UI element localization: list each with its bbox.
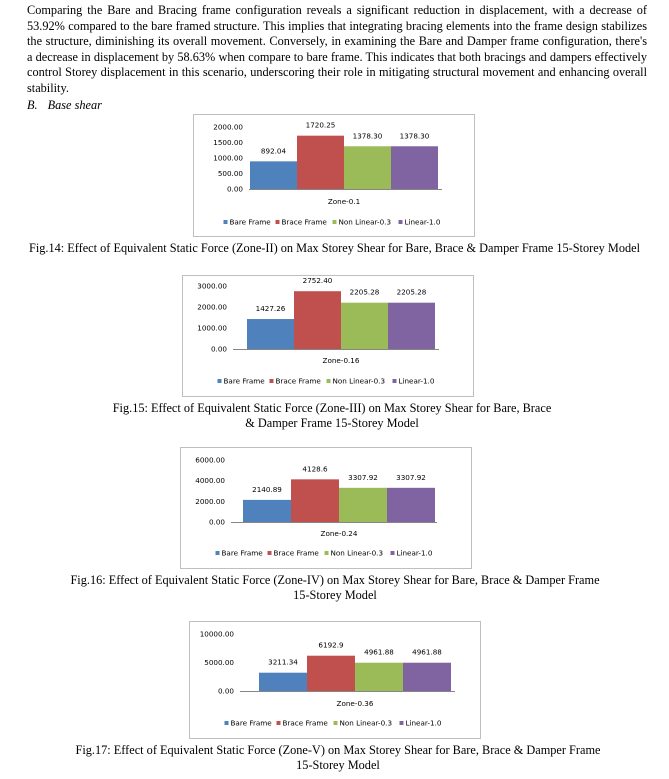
y-tick-label: 0.00 — [208, 517, 225, 527]
legend-swatch-linear — [393, 379, 397, 383]
legend-label-linear: Linear-1.0 — [396, 548, 433, 558]
section-heading — [27, 98, 102, 113]
bar-linear — [388, 303, 435, 349]
data-label-bare-frame: 3211.34 — [268, 657, 298, 667]
data-label-bare-frame: 892.04 — [260, 146, 287, 156]
data-label-linear: 4961.88 — [412, 647, 442, 657]
bar-bare-frame — [243, 500, 291, 522]
y-tick-label: 0.00 — [217, 686, 234, 696]
chart-zone-v-svg — [190, 622, 480, 738]
legend-swatch-non-linear — [327, 379, 331, 383]
legend-label-bare-frame: Bare Frame — [229, 217, 271, 227]
legend-swatch-non-linear — [334, 721, 338, 725]
bar-linear — [391, 146, 438, 189]
y-tick-label: 1000.00 — [197, 323, 227, 333]
legend-swatch-bare-frame — [225, 721, 229, 725]
legend-swatch-brace-frame — [270, 379, 274, 383]
bar-bare-frame — [250, 161, 297, 189]
y-tick-label: 0.00 — [226, 184, 243, 194]
data-label-linear: 2205.28 — [396, 287, 427, 297]
data-label-non-linear: 1378.30 — [352, 131, 383, 141]
data-label-non-linear: 3307.92 — [348, 472, 378, 482]
data-label-brace-frame: 4128.6 — [302, 464, 328, 474]
category-label: Zone-0.1 — [327, 197, 361, 206]
data-label-brace-frame: 1720.25 — [305, 120, 336, 130]
chart-zone-ii-svg — [194, 115, 474, 236]
bar-linear — [387, 488, 435, 522]
section-number: B. — [27, 98, 38, 112]
chart-zone-ii — [193, 114, 475, 237]
chart-zone-iv-svg — [181, 448, 471, 568]
legend-swatch-linear — [400, 721, 404, 725]
data-label-bare-frame: 2140.89 — [252, 484, 282, 494]
y-tick-label: 1000.00 — [213, 153, 243, 163]
legend-swatch-linear — [399, 220, 403, 224]
legend-label-bare-frame: Bare Frame — [223, 376, 265, 386]
chart-zone-iii — [182, 275, 474, 397]
y-tick-label: 4000.00 — [195, 476, 225, 486]
y-tick-label: 10000.00 — [199, 629, 234, 639]
data-label-brace-frame: 6192.9 — [318, 640, 344, 650]
bar-brace-frame — [291, 479, 339, 522]
legend-label-brace-frame: Brace Frame — [281, 217, 327, 227]
data-label-bare-frame: 1427.26 — [255, 304, 286, 314]
bar-non-linear — [339, 488, 387, 522]
data-label-non-linear: 4961.88 — [364, 647, 394, 657]
legend-label-non-linear: Non Linear-0.3 — [332, 376, 386, 386]
legend-swatch-bare-frame — [216, 551, 220, 555]
category-label: Zone-0.16 — [322, 356, 360, 365]
bar-bare-frame — [247, 319, 294, 349]
legend-label-linear: Linear-1.0 — [405, 718, 442, 728]
legend-swatch-linear — [391, 551, 395, 555]
legend-swatch-brace-frame — [276, 220, 280, 224]
legend-swatch-bare-frame — [224, 220, 228, 224]
legend-label-bare-frame: Bare Frame — [230, 718, 272, 728]
section-title: Base shear — [47, 98, 102, 112]
legend-label-brace-frame: Brace Frame — [275, 376, 321, 386]
data-label-non-linear: 2205.28 — [349, 287, 380, 297]
data-label-linear: 1378.30 — [399, 131, 430, 141]
legend-label-brace-frame: Brace Frame — [273, 548, 319, 558]
legend-label-linear: Linear-1.0 — [404, 217, 441, 227]
legend-swatch-non-linear — [333, 220, 337, 224]
y-tick-label: 0.00 — [210, 344, 227, 354]
legend-swatch-non-linear — [325, 551, 329, 555]
bar-non-linear — [344, 146, 391, 189]
caption-fig15: Fig.15: Effect of Equivalent Static Force (Zone-III) on Max Storey Shear for Bare, Brace & Damper Frame 15-Storey Model — [112, 401, 552, 430]
chart-zone-iii-svg — [183, 276, 473, 396]
bar-non-linear — [341, 303, 388, 349]
y-tick-label: 5000.00 — [204, 658, 234, 667]
y-tick-label: 500.00 — [217, 169, 243, 178]
y-tick-label: 6000.00 — [195, 455, 225, 465]
category-label: Zone-0.36 — [336, 699, 374, 708]
legend-label-bare-frame: Bare Frame — [221, 548, 263, 558]
y-tick-label: 2000.00 — [197, 302, 227, 312]
y-tick-label: 2000.00 — [195, 496, 225, 506]
y-tick-label: 3000.00 — [197, 281, 227, 291]
caption-fig14: Fig.14: Effect of Equivalent Static Force (Zone-II) on Max Storey Shear for Bare, Brace & Damper Frame 15-Storey Model — [28, 241, 641, 255]
legend-label-brace-frame: Brace Frame — [282, 718, 328, 728]
legend-label-non-linear: Non Linear-0.3 — [339, 718, 393, 728]
data-label-brace-frame: 2752.40 — [302, 276, 333, 286]
chart-zone-v — [189, 621, 481, 739]
body-paragraph: Comparing the Bare and Bracing frame configuration reveals a significant reduction in displacement, with a decrease of 53.92% compared to the bare framed structure. This implies that integrating bracing elements into the frame design stabilizes the structure, diminishing its overall movement. Conversely, in examining the Bare and Damper frame configuration, there's a decrease in displacement by 58.63% when compare to bare frame. This indicates that both bracings and dampers effectively control Storey displacement in this scenario, underscoring their role in mitigating structural movement and enhancing overall stability. — [27, 3, 647, 95]
y-tick-label: 1500.00 — [213, 138, 243, 147]
bar-bare-frame — [259, 673, 307, 691]
y-tick-label: 2000.00 — [213, 122, 243, 132]
caption-fig16: Fig.16: Effect of Equivalent Static Force (Zone-IV) on Max Storey Shear for Bare, Brace & Damper Frame 15-Storey Model — [70, 573, 600, 602]
bar-brace-frame — [307, 656, 355, 691]
legend-swatch-bare-frame — [218, 379, 222, 383]
legend-swatch-brace-frame — [277, 721, 281, 725]
legend-label-linear: Linear-1.0 — [398, 376, 435, 386]
legend-label-non-linear: Non Linear-0.3 — [338, 217, 392, 227]
bar-linear — [403, 663, 451, 691]
chart-zone-iv — [180, 447, 472, 569]
bar-brace-frame — [294, 291, 341, 349]
legend-label-non-linear: Non Linear-0.3 — [330, 548, 384, 558]
bar-non-linear — [355, 663, 403, 691]
bar-brace-frame — [297, 136, 344, 189]
caption-fig17: Fig.17: Effect of Equivalent Static Force (Zone-V) on Max Storey Shear for Bare, Brace & Damper Frame 15-Storey Model — [75, 743, 601, 772]
legend-swatch-brace-frame — [268, 551, 272, 555]
category-label: Zone-0.24 — [320, 529, 358, 538]
data-label-linear: 3307.92 — [396, 472, 426, 482]
